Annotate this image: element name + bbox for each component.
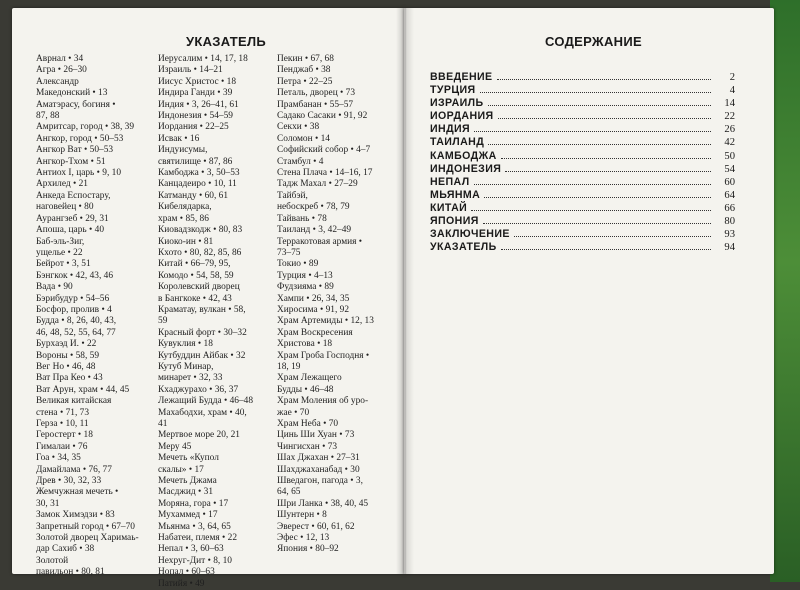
index-entry: Пенджаб • 38 — [277, 65, 331, 76]
index-entry: дар Сахиб • 38 — [36, 544, 95, 555]
index-entry: Нехруг-Дит • 8, 10 — [158, 555, 232, 566]
contents-entry-page: 4 — [729, 85, 735, 97]
dot-leader — [501, 249, 711, 250]
contents-entry — [430, 189, 735, 202]
book-gutter — [396, 8, 414, 574]
index-entry: Мертвое море 20, 21 — [158, 430, 240, 441]
index-entry: Индира Ганди • 39 — [158, 88, 233, 99]
contents-entry-title: МЬЯНМА — [430, 188, 481, 201]
index-entry: святилище • 87, 86 — [158, 156, 233, 167]
index-entry: Меру 45 — [158, 441, 192, 452]
index-entry: Босфор, пролив • 4 — [36, 304, 112, 315]
index-entry: 87, 88 — [36, 111, 60, 122]
index-entry: Золотой — [36, 555, 69, 566]
index-entry: Пекин • 67, 68 — [277, 54, 334, 64]
dot-leader — [474, 131, 711, 132]
index-entry: Индуисумы, — [158, 145, 208, 156]
index-entry: 18, 19 — [277, 361, 301, 372]
index-entry: Гималаи • 76 — [36, 441, 88, 452]
book-cover-edge — [770, 0, 800, 582]
index-entry: Будды • 46–48 — [277, 384, 334, 395]
contents-entry-title: ВВЕДЕНИЕ — [430, 71, 493, 83]
index-entry: Ангкор Ват • 50–53 — [36, 145, 114, 156]
index-entry: Эфес • 12, 13 — [277, 533, 330, 544]
index-entry: Аурангзеб • 29, 31 — [36, 213, 109, 224]
contents-entry-page: 54 — [724, 163, 735, 175]
index-entry: Александр — [36, 76, 79, 87]
index-entry: Мечеть Джама — [158, 476, 217, 487]
index-entry: Моряна, гора • 17 — [158, 498, 229, 509]
index-entry: Петра • 22–25 — [277, 76, 333, 87]
index-entry: Королевский дворец — [158, 282, 240, 293]
index-entry: Запретный город • 67–70 — [36, 521, 135, 532]
contents-entry-page: 94 — [724, 242, 735, 254]
index-entry: Иерусалим • 14, 17, 18 — [158, 54, 248, 64]
index-entry: храм • 85, 86 — [158, 213, 209, 224]
index-entry: Тайбэй, — [277, 190, 308, 201]
index-entry: Патийя • 49 — [158, 578, 205, 589]
contents-entry-title: УКАЗАТЕЛЬ — [430, 241, 497, 254]
index-entry: Иордания • 22–25 — [158, 122, 229, 133]
contents-entry — [430, 123, 735, 136]
index-entry: Герза • 10, 11 — [36, 419, 89, 429]
index-entry: Кхото • 80, 82, 85, 86 — [158, 247, 242, 258]
contents-entry-title: ИНДИЯ — [430, 123, 471, 136]
index-entry: Архилед • 21 — [36, 179, 88, 190]
index-entry: Шахджаханабад • 30 — [277, 464, 360, 475]
index-entry: Таиланд • 3, 42–49 — [277, 225, 352, 236]
index-entry: Золотой дворец Харимаь- — [36, 533, 139, 544]
index-entry: Вег Но • 46, 48 — [36, 361, 96, 372]
index-entry: Индонезия • 54–59 — [158, 111, 233, 122]
index-entry: 41 — [158, 419, 168, 429]
contents-entry-page: 14 — [724, 98, 735, 110]
contents-entry — [430, 150, 735, 163]
contents-entry — [430, 163, 735, 176]
index-entry: Киовадзкодж • 80, 83 — [158, 225, 243, 236]
index-entry: Анкеда Еспостару, — [36, 190, 111, 201]
dot-leader — [498, 118, 711, 119]
index-entry: Храм Воскресения — [277, 327, 353, 338]
index-entry: Кибелядарка, — [158, 202, 212, 213]
dot-leader — [488, 105, 712, 106]
dot-leader — [488, 144, 711, 145]
index-entry: Ват Пра Кео • 43 — [36, 373, 103, 384]
index-entry: Петаль, дворец • 73 — [277, 88, 356, 99]
index-entry: Мухаммед • 17 — [158, 510, 218, 521]
index-entry: Шри Ланка • 38, 40, 45 — [277, 498, 369, 509]
index-entry: Краматау, вулкан • 58, — [158, 304, 246, 315]
index-entry: Будда • 8, 26, 40, 43, — [36, 316, 117, 327]
index-entry: небоскреб • 78, 79 — [277, 202, 350, 213]
index-entry: Исвак • 16 — [158, 133, 200, 144]
contents-entry-title: ЯПОНИЯ — [430, 215, 479, 228]
dot-leader — [501, 158, 711, 159]
index-entry: Китай • 66–79, 95, — [158, 259, 231, 270]
index-entry: Соломон • 14 — [277, 133, 330, 144]
index-entry: Лежащий Будда • 46–48 — [158, 396, 254, 407]
index-entry: Древ • 30, 32, 33 — [36, 476, 102, 487]
contents-title: СОДЕРЖАНИЕ — [545, 34, 642, 49]
index-entry: Набатеи, племя • 22 — [158, 533, 238, 544]
index-entry: Христова • 18 — [277, 339, 333, 350]
contents-entry-page: 60 — [724, 176, 735, 188]
index-entry: Шведагон, пагода • 3, — [277, 476, 363, 487]
index-entry: Гоа • 34, 35 — [36, 453, 81, 464]
index-entry: Вада • 90 — [36, 282, 73, 293]
index-entry: Катманду • 60, 61 — [158, 190, 229, 201]
index-entry: Турция • 4–13 — [277, 270, 333, 281]
index-entry: Храм Неба • 70 — [277, 419, 339, 429]
index-column-1 — [36, 54, 154, 579]
dot-leader — [483, 223, 711, 224]
index-entry: Иисус Христос • 18 — [158, 76, 237, 87]
index-entry: Ангкор-Тхом • 51 — [36, 156, 106, 167]
index-entry: Киоко-ин • 81 — [158, 236, 214, 247]
index-entry: Аврнал • 34 — [36, 54, 84, 64]
index-entry: Цинь Ши Хуан • 73 — [277, 430, 355, 441]
contents-entry-title: ТУРЦИЯ — [430, 84, 476, 97]
contents-entry-page: 80 — [724, 216, 735, 228]
index-entry: Кхаджурахо • 36, 37 — [158, 384, 239, 395]
index-entry: Дамайлама • 76, 77 — [36, 464, 112, 475]
index-entry: жае • 70 — [277, 407, 310, 418]
contents-entry-page: 64 — [724, 189, 735, 201]
contents-entry-title: КАМБОДЖА — [430, 149, 497, 162]
contents-entry — [430, 241, 735, 254]
index-entry: Индия • 3, 26–41, 61 — [158, 99, 239, 110]
index-entry: наговейец • 80 — [36, 202, 94, 213]
index-entry: 64, 65 — [277, 487, 301, 498]
index-entry: Храм Артемиды • 12, 13 — [277, 316, 374, 327]
index-entry: Хиросима • 91, 92 — [277, 304, 350, 315]
index-entry: Шах Джахан • 27–31 — [277, 453, 360, 464]
index-entry: Вороны • 58, 59 — [36, 350, 100, 361]
index-entry: Нопал • 60–63 — [158, 567, 215, 578]
contents-entry-title: КИТАЙ — [430, 201, 468, 214]
index-entry: Бэнгкок • 42, 43, 46 — [36, 270, 114, 281]
contents-entry-page: 42 — [724, 137, 735, 149]
index-entry: Великая китайская — [36, 396, 112, 407]
index-entry: Храм Лежащего — [277, 373, 342, 384]
index-entry: Красный форт • 30–32 — [158, 327, 247, 338]
contents-entry-page: 50 — [724, 150, 735, 162]
contents-entry — [430, 202, 735, 215]
contents-entry — [430, 84, 735, 97]
contents-entry-title: ИОРДАНИЯ — [430, 110, 494, 123]
index-entry: Софийский собор • 4–7 — [277, 145, 371, 156]
contents-entry-page: 26 — [724, 124, 735, 136]
index-entry: Мьянма • 3, 64, 65 — [158, 521, 231, 532]
index-entry: Чингисхан • 73 — [277, 441, 338, 452]
index-entry: Замок Химэдзи • 83 — [36, 510, 115, 521]
index-entry: Комодо • 54, 58, 59 — [158, 270, 234, 281]
contents-entry-title: ТАИЛАНД — [430, 136, 485, 149]
dot-leader — [471, 210, 711, 211]
index-entry: ущелье • 22 — [36, 247, 83, 258]
index-entry: Стамбул • 4 — [277, 156, 324, 167]
index-entry: 59 — [158, 316, 168, 327]
contents-entry — [430, 136, 735, 149]
contents-entry — [430, 228, 735, 241]
index-entry: Баб-эль-Зиг, — [36, 236, 85, 247]
index-entry: Бурхаэд И. • 22 — [36, 339, 97, 350]
index-entry: 73–75 — [277, 247, 301, 258]
contents-entry — [430, 97, 735, 110]
index-entry: Аматэрасу, богиня • — [36, 99, 116, 110]
dot-leader — [514, 236, 711, 237]
contents-entry-title: ИЗРАИЛЬ — [430, 97, 484, 110]
dot-leader — [505, 171, 711, 172]
index-entry: павильон • 80, 81 — [36, 567, 105, 578]
index-entry: стена • 71, 73 — [36, 407, 90, 418]
index-entry: Апоша, царь • 40 — [36, 225, 105, 236]
contents-entry-page: 93 — [724, 229, 735, 241]
contents-entry — [430, 215, 735, 228]
index-entry: в Бангкоке • 42, 43 — [158, 293, 232, 304]
index-entry: Масджид • 31 — [158, 487, 214, 498]
contents-entry-page: 22 — [724, 111, 735, 123]
index-entry: Фудзияма • 89 — [277, 282, 334, 293]
index-entry: Непал • 3, 60–63 — [158, 544, 224, 555]
index-entry: минарет • 32, 33 — [158, 373, 223, 384]
index-entry: Канцадеиро • 10, 11 — [158, 179, 237, 190]
index-entry: Япония • 80–92 — [277, 544, 339, 555]
index-entry: Тадж Махал • 27–29 — [277, 179, 358, 190]
dot-leader — [497, 79, 711, 80]
index-title: УКАЗАТЕЛЬ — [186, 34, 267, 49]
index-entry: Кутуб Минар, — [158, 361, 214, 372]
contents-list — [430, 71, 735, 254]
contents-entry — [430, 110, 735, 123]
contents-entry — [430, 176, 735, 189]
contents-entry — [430, 71, 735, 84]
dot-leader — [484, 197, 711, 198]
index-entry: Махабодхи, храм • 40, — [158, 407, 247, 418]
index-entry: скалы» • 17 — [158, 464, 204, 475]
index-entry: Стена Плача • 14–16, 17 — [277, 168, 373, 179]
contents-entry-title: ИНДОНЕЗИЯ — [430, 162, 502, 175]
contents-entry-title: НЕПАЛ — [430, 175, 470, 188]
index-entry: Амритсар, город • 38, 39 — [36, 122, 135, 133]
index-entry: Храм Гроба Господня • — [277, 350, 370, 361]
dot-leader — [474, 184, 711, 185]
index-entry: 30, 31 — [36, 498, 60, 509]
index-entry: Геростерт • 18 — [36, 430, 93, 441]
index-entry: Антиох I, царь • 9, 10 — [36, 168, 122, 179]
index-entry: Мечеть «Купол — [158, 453, 219, 464]
index-entry: Тайвань • 78 — [277, 213, 327, 224]
index-entry: Агра • 26–30 — [36, 65, 87, 76]
index-entry: Секхи • 38 — [277, 122, 320, 133]
index-entry: Хампи • 26, 34, 35 — [277, 293, 350, 304]
index-entry: Эверест • 60, 61, 62 — [277, 521, 355, 532]
index-entry: Бэрибудур • 54–56 — [36, 293, 110, 304]
index-entry: Кувуклия • 18 — [158, 339, 213, 350]
index-entry: Храм Моления об уро- — [277, 396, 369, 407]
contents-entry-page: 66 — [724, 202, 735, 214]
index-entry: 46, 48, 52, 55, 64, 77 — [36, 327, 116, 338]
index-entry: Прамбанан • 55–57 — [277, 99, 354, 110]
dot-leader — [480, 92, 712, 93]
contents-entry-title: ЗАКЛЮЧЕНИЕ — [430, 228, 510, 241]
index-entry: Шунтерн • 8 — [277, 510, 327, 521]
index-entry: Македонский • 13 — [36, 88, 108, 99]
index-entry: Ангкор, город • 50–53 — [36, 133, 124, 144]
index-entry: Токио • 89 — [277, 259, 319, 270]
index-entry: Бейрот • 3, 51 — [36, 259, 91, 270]
index-entry: Камбоджа • 3, 50–53 — [158, 168, 240, 179]
index-entry: Израиль • 14–21 — [158, 65, 223, 76]
index-entry: Садако Сасаки • 91, 92 — [277, 111, 368, 122]
index-entry: Жемчужная мечеть • — [36, 487, 119, 498]
index-entry: Терракотовая армия • — [277, 236, 363, 247]
index-entry: Ват Арун, храм • 44, 45 — [36, 384, 130, 395]
index-column-3 — [277, 54, 397, 556]
index-column-2 — [158, 54, 273, 590]
contents-entry-page: 2 — [729, 72, 735, 83]
index-entry: Кутбуддин Айбак • 32 — [158, 350, 246, 361]
